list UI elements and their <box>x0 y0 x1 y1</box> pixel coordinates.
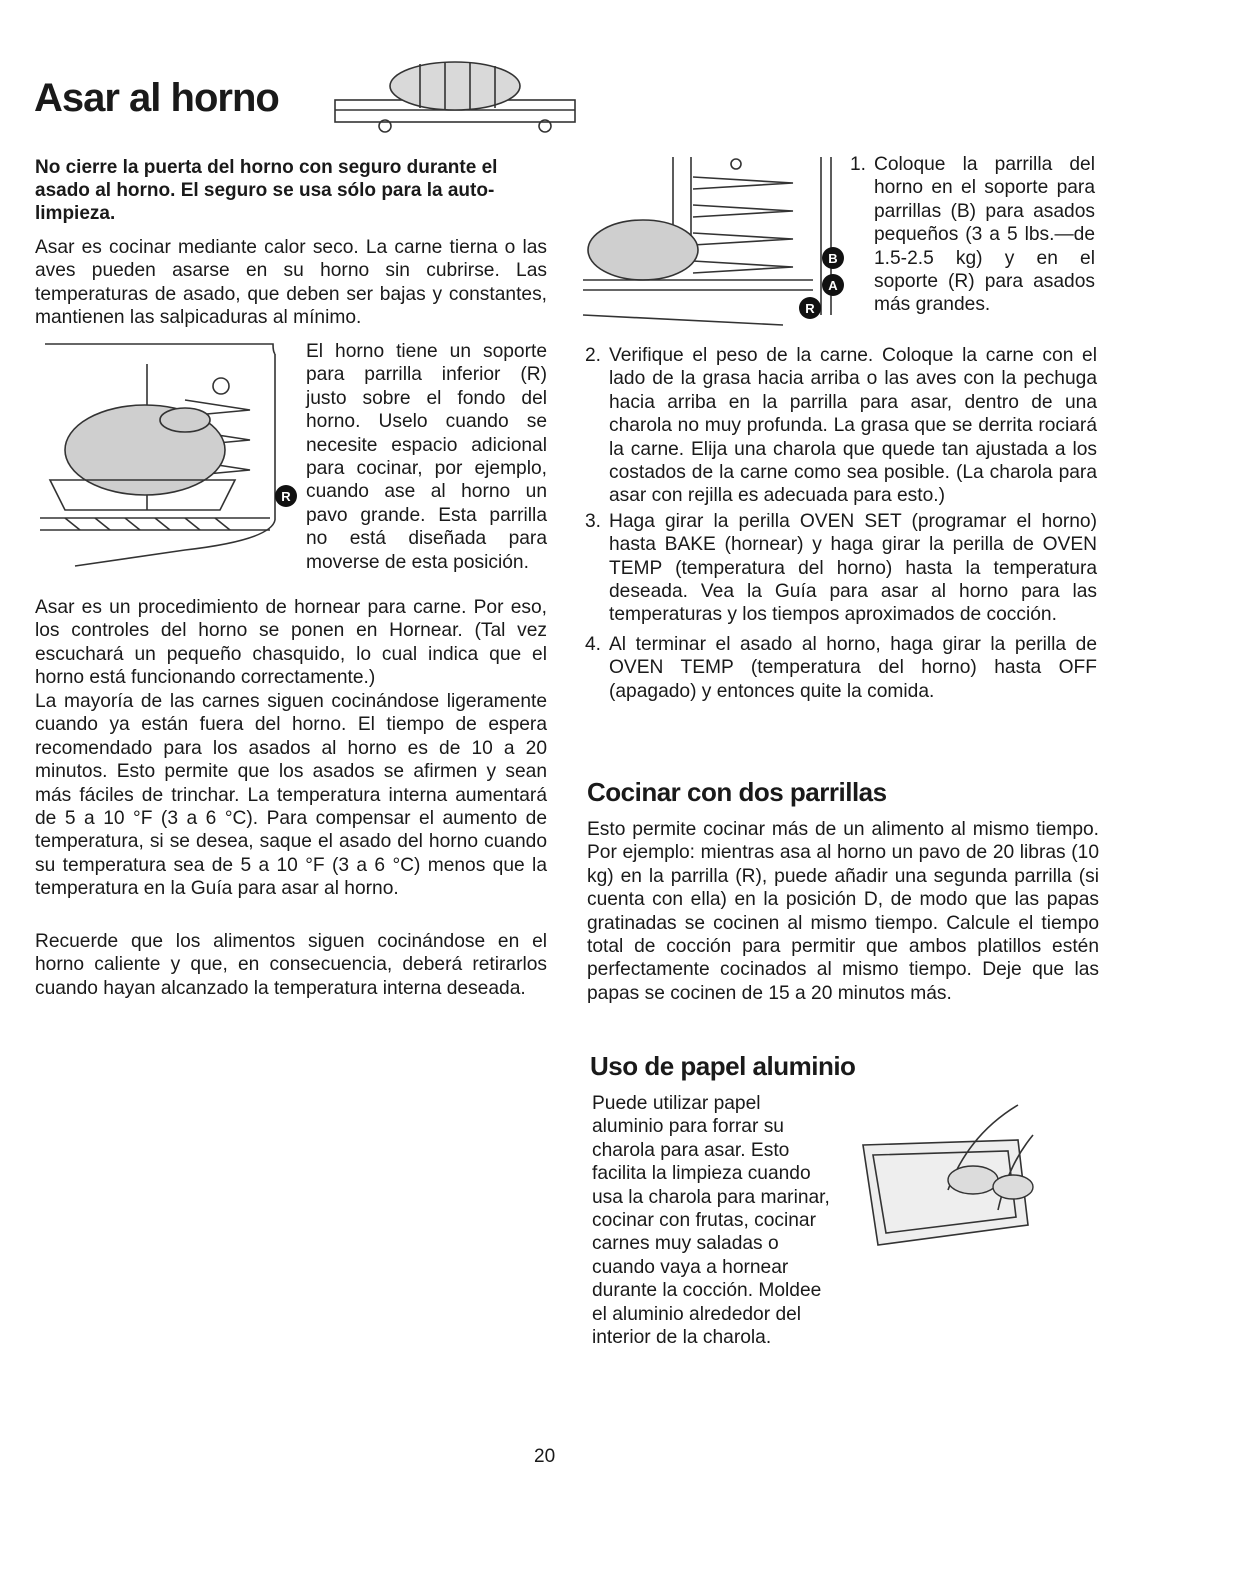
section-title-foil: Uso de papel aluminio <box>590 1051 856 1081</box>
step-1 <box>850 153 1095 317</box>
section-title-two-racks: Cocinar con dos parrillas <box>587 777 887 807</box>
foil-pan-illustration <box>858 1095 1038 1255</box>
step-4 <box>585 633 1097 703</box>
paragraph-reminder: Recuerde que los alimentos siguen cocinándose en el horno caliente y que, en consecuencia, deberá retirarlos cuando hayan alcanzado la temperatura interna deseada. <box>35 931 547 999</box>
step-2 <box>585 344 1097 508</box>
page-number: 20 <box>534 1446 556 1467</box>
step-text: Coloque la parrilla del horno en el soporte para parrillas (B) para asados pequeños (3 a 5 lbs.—de 1.5-2.5 kg) y en el soporte (R) para asados más grandes. <box>874 154 1095 316</box>
rack-a-label: A <box>828 278 838 293</box>
step-number: 2. <box>585 345 602 366</box>
paragraph-intro: Asar es cocinar mediante calor seco. La carne tierna o las aves pueden asarse en su horno sin cubrirse. Las temperaturas de asado, que deben ser bajas y constantes, mantienen las salpicaduras al mínimo. <box>35 237 547 329</box>
rack-r-label: R <box>281 489 291 504</box>
paragraph-two-racks: Esto permite cocinar más de un alimento al mismo tiempo. Por ejemplo: mientras asa al horno un pavo de 20 libras (10 kg) en la parrilla (R), puede añadir una segunda parrilla (si cuenta con ella) en la posición D, de modo que las papas gratinadas se cocinen al mismo tiempo. Calcule el tiempo total de cocción para permitir que ambos platillos estén perfectamente cocinados al mismo tiempo. Deje que las papas se cocinen de 15 a 20 minutos más. <box>587 819 1099 1004</box>
paragraph-lower-rack: El horno tiene un soporte para parrilla inferior (R) justo sobre el fondo del horno. Uselo cuando se necesite espacio adicional para cocinar, por ejemplo, cuando ase al horno un pavo grande. Esta parrilla no está diseñada para moverse de esta posición. <box>306 341 547 573</box>
step-text: Verifique el peso de la carne. Coloque la carne con el lado de la grasa hacia arriba o las aves con la pechuga hacia arriba en la parrilla para asar, dentro de una charola no muy profunda. La grasa que se derrita rociará la carne. Elija una charola que quede tan ajustada a los costados de la carne como sea posible. (La charola para asar con rejilla es adecuada para esto.) <box>609 345 1097 507</box>
paragraph-foil: Puede utilizar papel aluminio para forrar su charola para asar. Esto facilita la limpieza cuando usa la charola para marinar, cocinar con frutas, cocinar carnes muy saladas o cuando vaya a hornear durante la cocción. Moldee el aluminio alrededor del interior de la charola. <box>592 1093 830 1349</box>
step-text: Haga girar la perilla OVEN SET (programar el horno) hasta BAKE (hornear) y haga girar la perilla de OVEN TEMP (temperatura del horno) hasta la temperatura deseada. Vea la Guía para asar al horno para las temperaturas y los tiempos aproximados de cocción. <box>609 510 1097 626</box>
step-number: 3. <box>585 510 602 532</box>
paragraph-resting-time: La mayoría de las carnes siguen cocinándose ligeramente cuando ya están fuera del horno. El tiempo de espera recomendado para los asados al horno es de 10 a 20 minutos. Esto permite que los asados se afirmen y sean más fáciles de trinchar. La temperatura interna aumentará de 5 a 10 °F (3 a 6 °C). Para compensar el aumento de temperatura, si se desea, saque el asado del horno cuando su temperatura sea de 5 a 10 °F (3 a 6 °C) menos que la temperatura en la Guía para asar al horno. <box>35 691 547 900</box>
step-number: 1. <box>850 154 867 175</box>
paragraph-bake-procedure: Asar es un procedimiento de hornear para carne. Por eso, los controles del horno se ponen en Hornear. (Tal vez escuchará un pequeño chasquido, lo cual indica que el horno está funcionando correctamente.) <box>35 597 547 689</box>
steps-list <box>585 344 1097 703</box>
step-number: 4. <box>585 633 602 655</box>
roast-on-rack-illustration <box>330 58 580 134</box>
rack-r-label-2: R <box>805 301 815 316</box>
warning-text: No cierre la puerta del horno con seguro durante el asado al horno. El seguro se usa sólo para la auto-limpieza. <box>35 157 498 224</box>
page-title: Asar al horno <box>34 76 279 120</box>
rack-b-label: B <box>828 251 838 266</box>
step-text: Al terminar el asado al horno, haga girar la perilla de OVEN TEMP (temperatura del horno) hasta OFF (apagado) y entonces quite la comida. <box>609 633 1097 702</box>
step-3 <box>585 510 1097 627</box>
rack-positions-illustration <box>583 155 845 340</box>
turkey-oven-illustration <box>35 340 297 568</box>
